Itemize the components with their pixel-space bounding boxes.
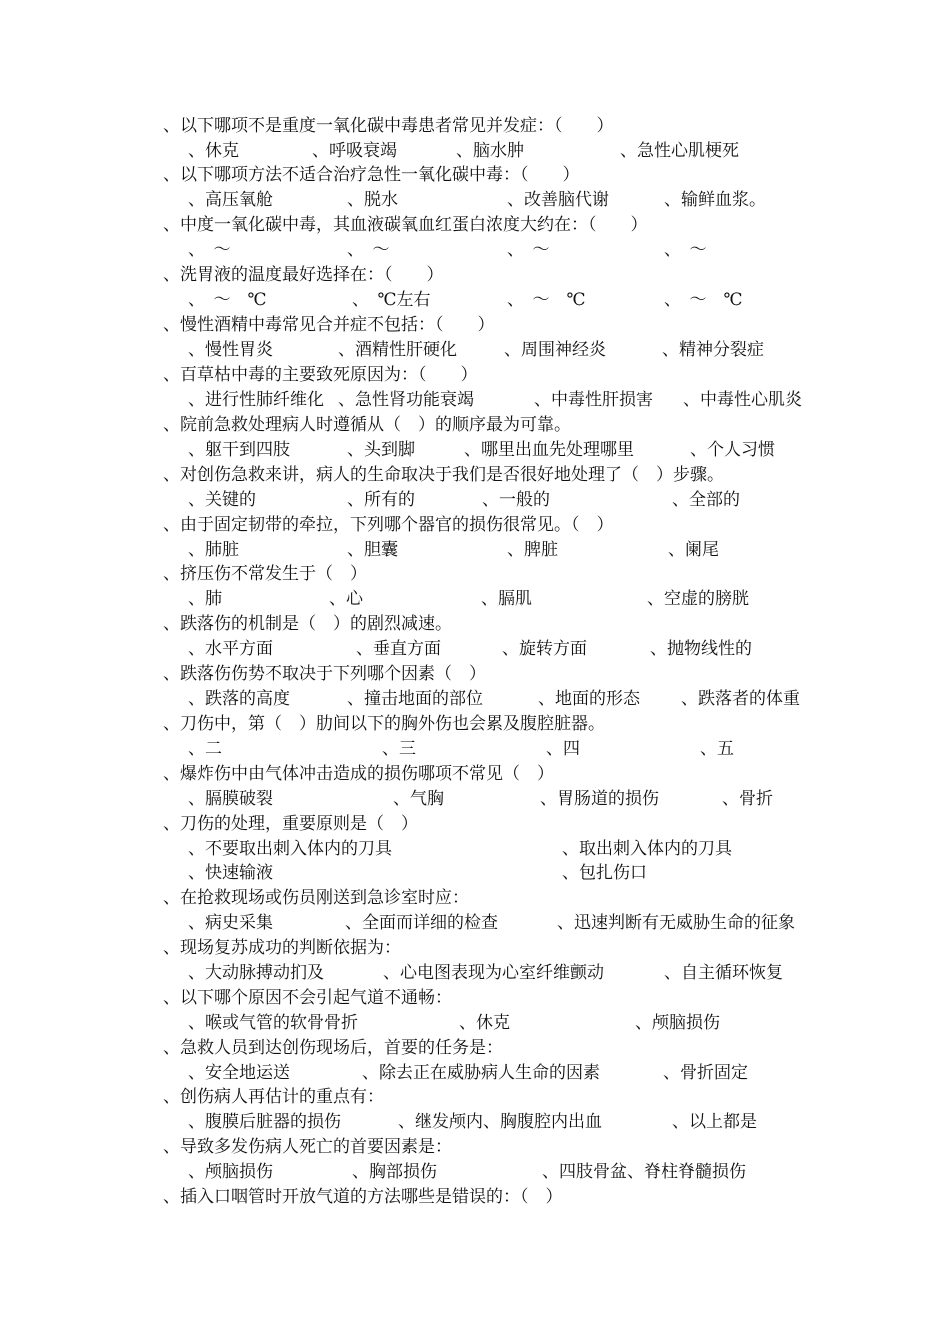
option: 、除去正在威胁病人生命的因素	[362, 1063, 600, 1083]
option: 、颅脑损伤	[635, 1013, 720, 1033]
option: 、撞击地面的部位	[347, 689, 483, 709]
option: 、膈肌	[481, 589, 532, 609]
question-stem: 、中度一氧化碳中毒，其血液碳氧血红蛋白浓度大约在：（ ）	[163, 215, 648, 235]
option: 、休克	[459, 1013, 510, 1033]
question-stem: 、百草枯中毒的主要致死原因为：（ ）	[163, 365, 478, 385]
option: 、包扎伤口	[562, 863, 647, 883]
question-stem: 、以下哪项不是重度一氧化碳中毒患者常见并发症：（ ）	[163, 116, 614, 136]
option: 、胸部损伤	[352, 1162, 437, 1182]
option: 、阑尾	[668, 540, 719, 560]
option: 、脱水	[347, 190, 398, 210]
option: 、肺	[188, 589, 222, 609]
option: 、精神分裂症	[662, 340, 764, 360]
option: 、急性心肌梗死	[620, 141, 739, 161]
option: 、继发颅内、胸腹腔内出血	[398, 1112, 602, 1132]
option: 、心电图表现为心室纤维颤动	[383, 963, 604, 983]
option: 、周围神经炎	[504, 340, 606, 360]
option: 、脾脏	[507, 540, 558, 560]
option: 、输鲜血浆。	[664, 190, 766, 210]
question-stem: 、刀伤的处理，重要原则是（ ）	[163, 814, 418, 834]
option: 、自主循环恢复	[664, 963, 783, 983]
option: 、进行性肺纤维化	[188, 390, 324, 410]
question-stem: 、对创伤急救来讲，病人的生命取决于我们是否很好地处理了（ ）步骤。	[163, 465, 724, 485]
option: 、垂直方面	[356, 639, 441, 659]
option: 、全部的	[672, 490, 740, 510]
option: 、脑水肿	[456, 141, 524, 161]
option: 、哪里出血先处理哪里	[464, 440, 634, 460]
option: 、 ～	[188, 240, 231, 260]
question-stem: 、爆炸伤中由气体冲击造成的损伤哪项不常见（ ）	[163, 764, 554, 784]
option: 、呼吸衰竭	[312, 141, 397, 161]
option: 、 ～ ℃	[188, 290, 267, 310]
question-stem: 、创伤病人再估计的重点有：	[163, 1087, 384, 1107]
question-stem: 、由于固定韧带的牵拉，下列哪个器官的损伤很常见。（ ）	[163, 515, 614, 535]
question-stem: 、慢性酒精中毒常见合并症不包括：（ ）	[163, 315, 495, 335]
option: 、头到脚	[347, 440, 415, 460]
option: 、跌落者的体重	[681, 689, 800, 709]
option: 、骨折	[722, 789, 773, 809]
option: 、 ～ ℃	[507, 290, 586, 310]
option: 、旋转方面	[502, 639, 587, 659]
option: 、地面的形态	[538, 689, 640, 709]
option: 、个人习惯	[690, 440, 775, 460]
option: 、所有的	[347, 490, 415, 510]
option: 、腹膜后脏器的损伤	[188, 1112, 341, 1132]
option: 、慢性胃炎	[188, 340, 273, 360]
option: 、迅速判断有无威胁生命的征象	[557, 913, 795, 933]
option: 、胃肠道的损伤	[540, 789, 659, 809]
option: 、关键的	[188, 490, 256, 510]
question-stem: 、跌落伤的机制是（ ）的剧烈减速。	[163, 614, 452, 634]
question-stem: 、刀伤中，第（ ）肋间以下的胸外伤也会累及腹腔脏器。	[163, 714, 605, 734]
option: 、骨折固定	[663, 1063, 748, 1083]
question-stem: 、院前急救处理病人时遵循从（ ）的顺序最为可靠。	[163, 415, 571, 435]
option: 、病史采集	[188, 913, 273, 933]
option: 、膈膜破裂	[188, 789, 273, 809]
option: 、空虚的膀胱	[647, 589, 749, 609]
question-stem: 、插入口咽管时开放气道的方法哪些是错误的：（ ）	[163, 1187, 563, 1207]
option: 、胆囊	[347, 540, 398, 560]
option: 、安全地运送	[188, 1063, 290, 1083]
question-stem: 、洗胃液的温度最好选择在：（ ）	[163, 265, 444, 285]
option: 、休克	[188, 141, 239, 161]
option: 、快速输液	[188, 863, 273, 883]
question-stem: 、在抢救现场或伤员刚送到急诊室时应：	[163, 888, 469, 908]
option: 、气胸	[393, 789, 444, 809]
option: 、取出刺入体内的刀具	[562, 839, 732, 859]
question-stem: 、现场复苏成功的判断依据为：	[163, 938, 401, 958]
option: 、不要取出刺入体内的刀具	[188, 839, 392, 859]
option: 、以上都是	[672, 1112, 757, 1132]
option: 、抛物线性的	[650, 639, 752, 659]
question-stem: 、跌落伤伤势不取决于下列哪个因素（ ）	[163, 664, 486, 684]
option: 、急性肾功能衰竭	[338, 390, 474, 410]
option: 、四肢骨盆、脊柱脊髓损伤	[542, 1162, 746, 1182]
option: 、全面而详细的检查	[345, 913, 498, 933]
option: 、肺脏	[188, 540, 239, 560]
option: 、颅脑损伤	[188, 1162, 273, 1182]
option: 、 ～	[347, 240, 390, 260]
question-stem: 、以下哪项方法不适合治疗急性一氧化碳中毒：（ ）	[163, 165, 580, 185]
question-stem: 、急救人员到达创伤现场后，首要的任务是：	[163, 1038, 503, 1058]
option: 、四	[546, 739, 580, 759]
option: 、中毒性肝损害	[534, 390, 653, 410]
option: 、 ～	[664, 240, 707, 260]
option: 、三	[382, 739, 416, 759]
option: 、水平方面	[188, 639, 273, 659]
option: 、五	[700, 739, 734, 759]
option: 、大动脉搏动扪及	[188, 963, 324, 983]
question-stem: 、导致多发伤病人死亡的首要因素是：	[163, 1137, 452, 1157]
option: 、喉或气管的软骨骨折	[188, 1013, 358, 1033]
option: 、心	[329, 589, 363, 609]
option: 、 ～	[507, 240, 550, 260]
option: 、 ～ ℃	[664, 290, 743, 310]
question-stem: 、以下哪个原因不会引起气道不通畅：	[163, 988, 452, 1008]
option: 、改善脑代谢	[507, 190, 609, 210]
option: 、一般的	[482, 490, 550, 510]
option: 、跌落的高度	[188, 689, 290, 709]
option: 、中毒性心肌炎	[683, 390, 802, 410]
option: 、高压氧舱	[188, 190, 273, 210]
option: 、 ℃左右	[352, 290, 431, 310]
option: 、酒精性肝硬化	[338, 340, 457, 360]
question-stem: 、挤压伤不常发生于（ ）	[163, 564, 367, 584]
option: 、二	[188, 739, 222, 759]
option: 、躯干到四肢	[188, 440, 290, 460]
